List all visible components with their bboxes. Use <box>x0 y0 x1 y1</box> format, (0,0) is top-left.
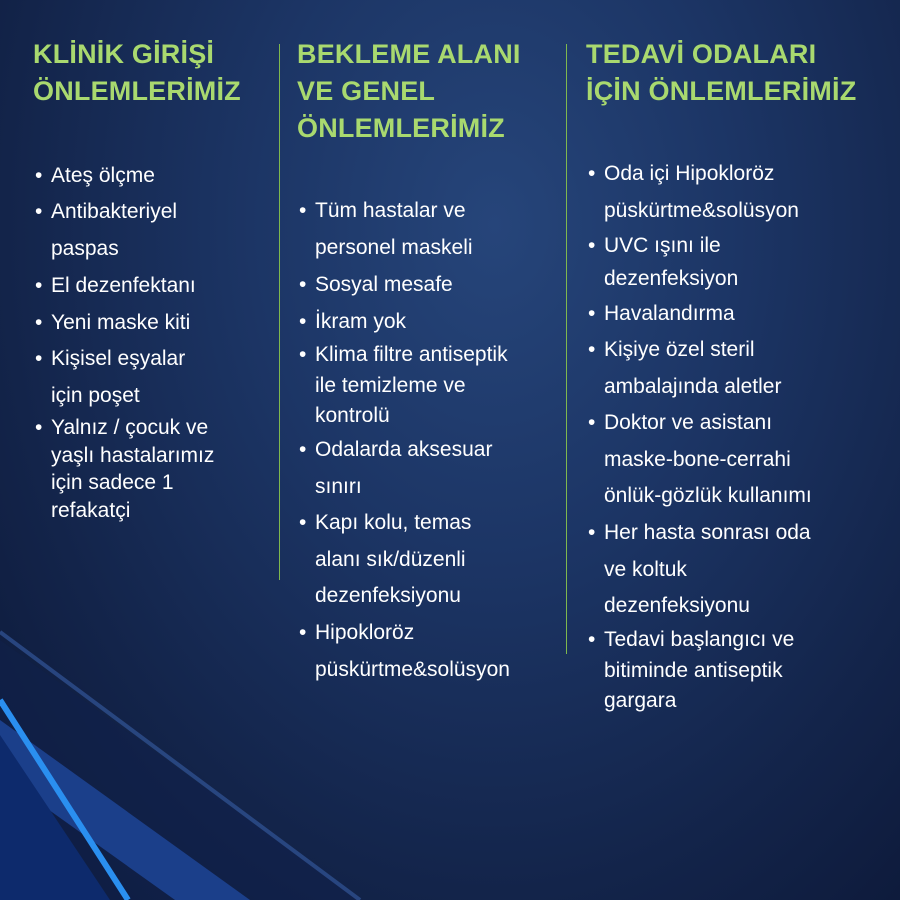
bullet-icon: • <box>35 164 43 187</box>
item-text: Tüm hastalar ve <box>315 199 466 222</box>
item-text: İkram yok <box>315 310 407 333</box>
bullet-icon: • <box>299 343 307 366</box>
item-text: püskürtme&solüsyon <box>315 657 510 681</box>
list-item <box>33 414 214 524</box>
list-item <box>297 266 510 303</box>
list-item <box>33 341 214 414</box>
list-item <box>33 304 214 341</box>
list-item <box>586 405 812 515</box>
item-text: gargara <box>604 689 677 713</box>
bullet-icon: • <box>588 338 596 361</box>
heading-line: İÇİN ÖNLEMLERİMİZ <box>586 76 857 106</box>
item-text: Yeni maske kiti <box>51 311 191 334</box>
heading-line: BEKLEME ALANI <box>297 39 521 69</box>
item-text: Antibakteriyel <box>51 200 178 223</box>
item-text: Oda içi Hipokloröz <box>604 162 775 185</box>
item-text: Hipokloröz <box>315 621 415 644</box>
item-text: Kişiye özel steril <box>604 338 755 361</box>
item-text: Havalandırma <box>604 302 735 325</box>
list-item <box>297 340 510 432</box>
item-text: ve koltuk <box>604 557 687 581</box>
bullet-icon: • <box>299 273 307 296</box>
list-item <box>586 156 812 229</box>
item-text: dezenfeksiyon <box>604 267 739 290</box>
column-heading <box>33 36 241 110</box>
bullet-icon: • <box>588 521 596 544</box>
list-item <box>33 194 214 267</box>
bullet-icon: • <box>35 274 43 297</box>
measures-list <box>586 156 812 717</box>
item-text: dezenfeksiyonu <box>315 584 461 608</box>
item-text: Yalnız / çocuk ve <box>51 416 209 439</box>
list-item <box>297 432 510 505</box>
column-divider-1 <box>279 44 280 580</box>
bullet-icon: • <box>588 628 596 651</box>
bullet-icon: • <box>35 200 43 223</box>
item-text: Odalarda aksesuar <box>315 438 493 461</box>
item-text: püskürtme&solüsyon <box>604 198 799 222</box>
list-item <box>297 193 510 266</box>
bullet-icon: • <box>299 199 307 222</box>
item-text: UVC ışını ile <box>604 234 721 257</box>
bullet-icon: • <box>588 302 596 325</box>
item-text: önlük-gözlük kullanımı <box>604 484 812 508</box>
item-text: ile temizleme ve <box>315 373 466 397</box>
list-item <box>586 229 812 295</box>
item-text: sınırı <box>315 474 362 498</box>
item-text: Ateş ölçme <box>51 164 155 187</box>
heading-line: ÖNLEMLERİMİZ <box>297 113 505 143</box>
item-text: Tedavi başlangıcı ve <box>604 628 795 651</box>
item-text: maske-bone-cerrahi <box>604 447 791 471</box>
measures-list <box>297 193 510 688</box>
heading-line: TEDAVİ ODALARI <box>586 39 817 69</box>
item-text: Sosyal mesafe <box>315 273 453 296</box>
bullet-icon: • <box>35 311 43 334</box>
column-divider-2 <box>566 44 567 654</box>
item-text: yaşlı hastalarımız <box>51 443 215 467</box>
heading-line: VE GENEL <box>297 76 436 106</box>
list-item <box>297 615 510 688</box>
measures-list <box>33 157 214 524</box>
item-text: için poşet <box>51 383 140 407</box>
item-text: Klima filtre antiseptik <box>315 343 508 366</box>
item-text: alanı sık/düzenli <box>315 547 466 571</box>
bullet-icon: • <box>299 438 307 461</box>
bullet-icon: • <box>299 621 307 644</box>
item-text: refakatçi <box>51 498 131 522</box>
item-text: Kişisel eşyalar <box>51 347 186 370</box>
item-text: ambalajında aletler <box>604 374 782 398</box>
item-text: kontrolü <box>315 404 390 428</box>
column-heading <box>297 36 521 147</box>
item-text: Her hasta sonrası oda <box>604 521 811 544</box>
list-item <box>33 267 214 304</box>
heading-line: ÖNLEMLERİMİZ <box>33 76 241 106</box>
bullet-icon: • <box>299 511 307 534</box>
bullet-icon: • <box>588 162 596 185</box>
item-text: Doktor ve asistanı <box>604 411 773 434</box>
list-item <box>586 332 812 405</box>
item-text: dezenfeksiyonu <box>604 594 750 618</box>
bullet-icon: • <box>35 347 43 370</box>
item-text: El dezenfektanı <box>51 274 196 297</box>
item-text: bitiminde antiseptik <box>604 658 783 682</box>
list-item <box>586 295 812 332</box>
bullet-icon: • <box>299 310 307 333</box>
heading-line: KLİNİK GİRİŞİ <box>33 39 215 69</box>
list-item <box>33 157 214 194</box>
item-text: paspas <box>51 236 119 260</box>
item-text: Kapı kolu, temas <box>315 511 472 534</box>
item-text: için sadece 1 <box>51 471 174 494</box>
list-item <box>297 303 510 340</box>
list-item <box>586 515 812 625</box>
item-text: personel maskeli <box>315 235 473 259</box>
bullet-icon: • <box>588 234 596 257</box>
bullet-icon: • <box>588 411 596 434</box>
bullet-icon: • <box>35 416 43 439</box>
column-heading <box>586 36 856 110</box>
list-item <box>297 505 510 615</box>
list-item <box>586 625 812 717</box>
